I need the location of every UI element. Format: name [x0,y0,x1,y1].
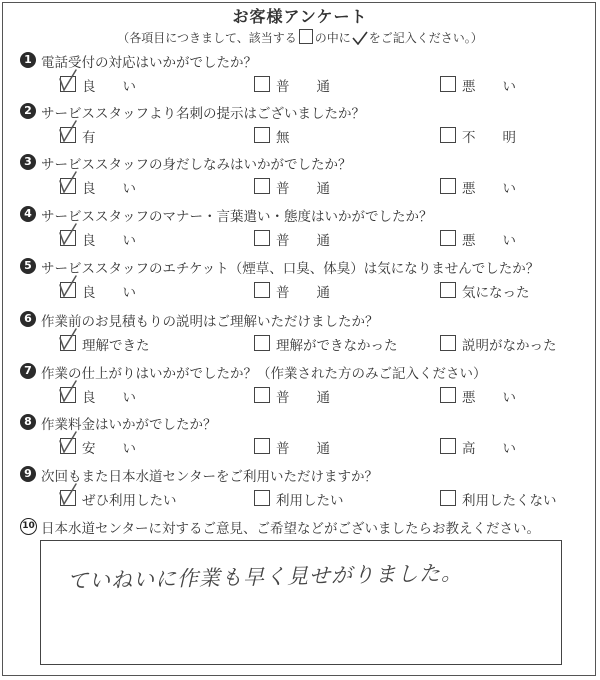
question-number: 7 [20,363,36,379]
checkbox[interactable] [254,335,270,351]
question-number: 9 [20,466,36,482]
question-number: 10 [20,518,37,535]
instruction-text-after: をご記入ください。） [368,31,483,45]
option-label: 無 [276,130,290,146]
checkbox[interactable] [254,76,270,92]
question-number: 4 [20,206,36,222]
question-number: 6 [20,311,36,327]
option-label: 利用したくない [462,493,557,509]
question-7 [0,362,600,414]
question-8 [0,413,600,465]
option-label: 普 通 [276,181,330,197]
instruction-text-middle: の中に [314,31,351,45]
checkbox[interactable] [440,282,456,298]
question-text: 電話受付の対応はいかがでしたか？ [41,55,257,71]
checkbox[interactable] [254,127,270,143]
checkbox[interactable] [254,387,270,403]
option-label: 普 通 [276,79,330,95]
option-label: 良 い [82,79,136,95]
question-text: サービススタッフの身だしなみはいかがでしたか？ [41,157,352,173]
handwritten-check-icon [59,171,79,195]
checkbox[interactable] [254,282,270,298]
option-label: 良 い [82,233,136,249]
option-label: 悪 い [462,390,516,406]
option-label: 安 い [82,441,136,457]
question-number: 3 [20,154,36,170]
question-number: 2 [20,103,36,119]
sample-checkbox-icon [299,29,313,44]
handwritten-check-icon [59,275,79,299]
checkbox[interactable] [440,127,456,143]
option-label: 悪 い [462,181,516,197]
option-label: 良 い [82,285,136,301]
checkbox[interactable] [440,335,456,351]
question-text: 作業料金はいかがでしたか？ [41,417,217,433]
question-4 [0,205,600,257]
option-label: 高 い [462,441,516,457]
question-text: サービススタッフより名刺の提示はございましたか？ [41,106,365,122]
checkmark-icon [352,31,368,45]
question-text: 作業前のお見積もりの説明はご理解いただけましたか？ [41,314,379,330]
option-label: 有 [82,130,96,146]
option-label: 良 い [82,390,136,406]
option-label: 利用したい [276,493,344,509]
checkbox[interactable] [254,490,270,506]
option-label: ぜひ利用したい [82,493,177,509]
question-number: 8 [20,414,36,430]
survey-title: お客様アンケート [232,7,368,26]
question-5 [0,257,600,309]
question-1 [0,51,600,103]
question-2 [0,102,600,154]
question-6 [0,310,600,362]
question-number: 5 [20,258,36,274]
option-label: 気になった [462,285,530,301]
comment-box[interactable] [40,540,562,665]
question-text: 日本水道センターに対するご意見、ご希望などがございましたらお教えください。 [41,521,540,537]
option-label: 悪 い [462,233,516,249]
option-label: 普 通 [276,233,330,249]
checkbox[interactable] [254,438,270,454]
option-label: 理解できた [82,338,150,354]
checkbox[interactable] [254,178,270,194]
option-label: 説明がなかった [462,338,557,354]
option-label: 普 通 [276,390,330,406]
option-label: 良 い [82,181,136,197]
checkbox[interactable] [254,230,270,246]
option-label: 不 明 [462,130,516,146]
checkbox[interactable] [440,387,456,403]
instruction-line [0,29,600,46]
question-3 [0,153,600,205]
handwritten-check-icon [59,223,79,247]
question-text: サービススタッフのマナー・言葉遣い・態度はいかがでしたか？ [41,209,433,225]
handwritten-check-icon [59,69,79,93]
handwritten-check-icon [59,380,79,404]
handwritten-comment: ていねいに作業も早く見せがりました。 [66,560,464,594]
question-number: 1 [20,52,36,68]
handwritten-check-icon [59,328,79,352]
question-text: 作業の仕上がりはいかがでしたか？（作業された方のみご記入ください） [41,366,487,382]
handwritten-check-icon [59,431,79,455]
checkbox[interactable] [440,438,456,454]
checkbox[interactable] [440,76,456,92]
question-9 [0,465,600,517]
option-label: 理解ができなかった [276,338,398,354]
option-label: 普 通 [276,285,330,301]
instruction-text-before: （各項目につきまして、該当する [117,31,297,45]
option-label: 普 通 [276,441,330,457]
handwritten-check-icon [59,120,79,144]
checkbox[interactable] [440,490,456,506]
question-text: 次回もまた日本水道センターをご利用いただけますか？ [41,469,378,485]
question-text: サービススタッフのエチケット（煙草、口臭、体臭）は気になりませんでしたか？ [41,261,540,277]
checkbox[interactable] [440,230,456,246]
option-label: 悪 い [462,79,516,95]
handwritten-check-icon [59,483,79,507]
checkbox[interactable] [440,178,456,194]
